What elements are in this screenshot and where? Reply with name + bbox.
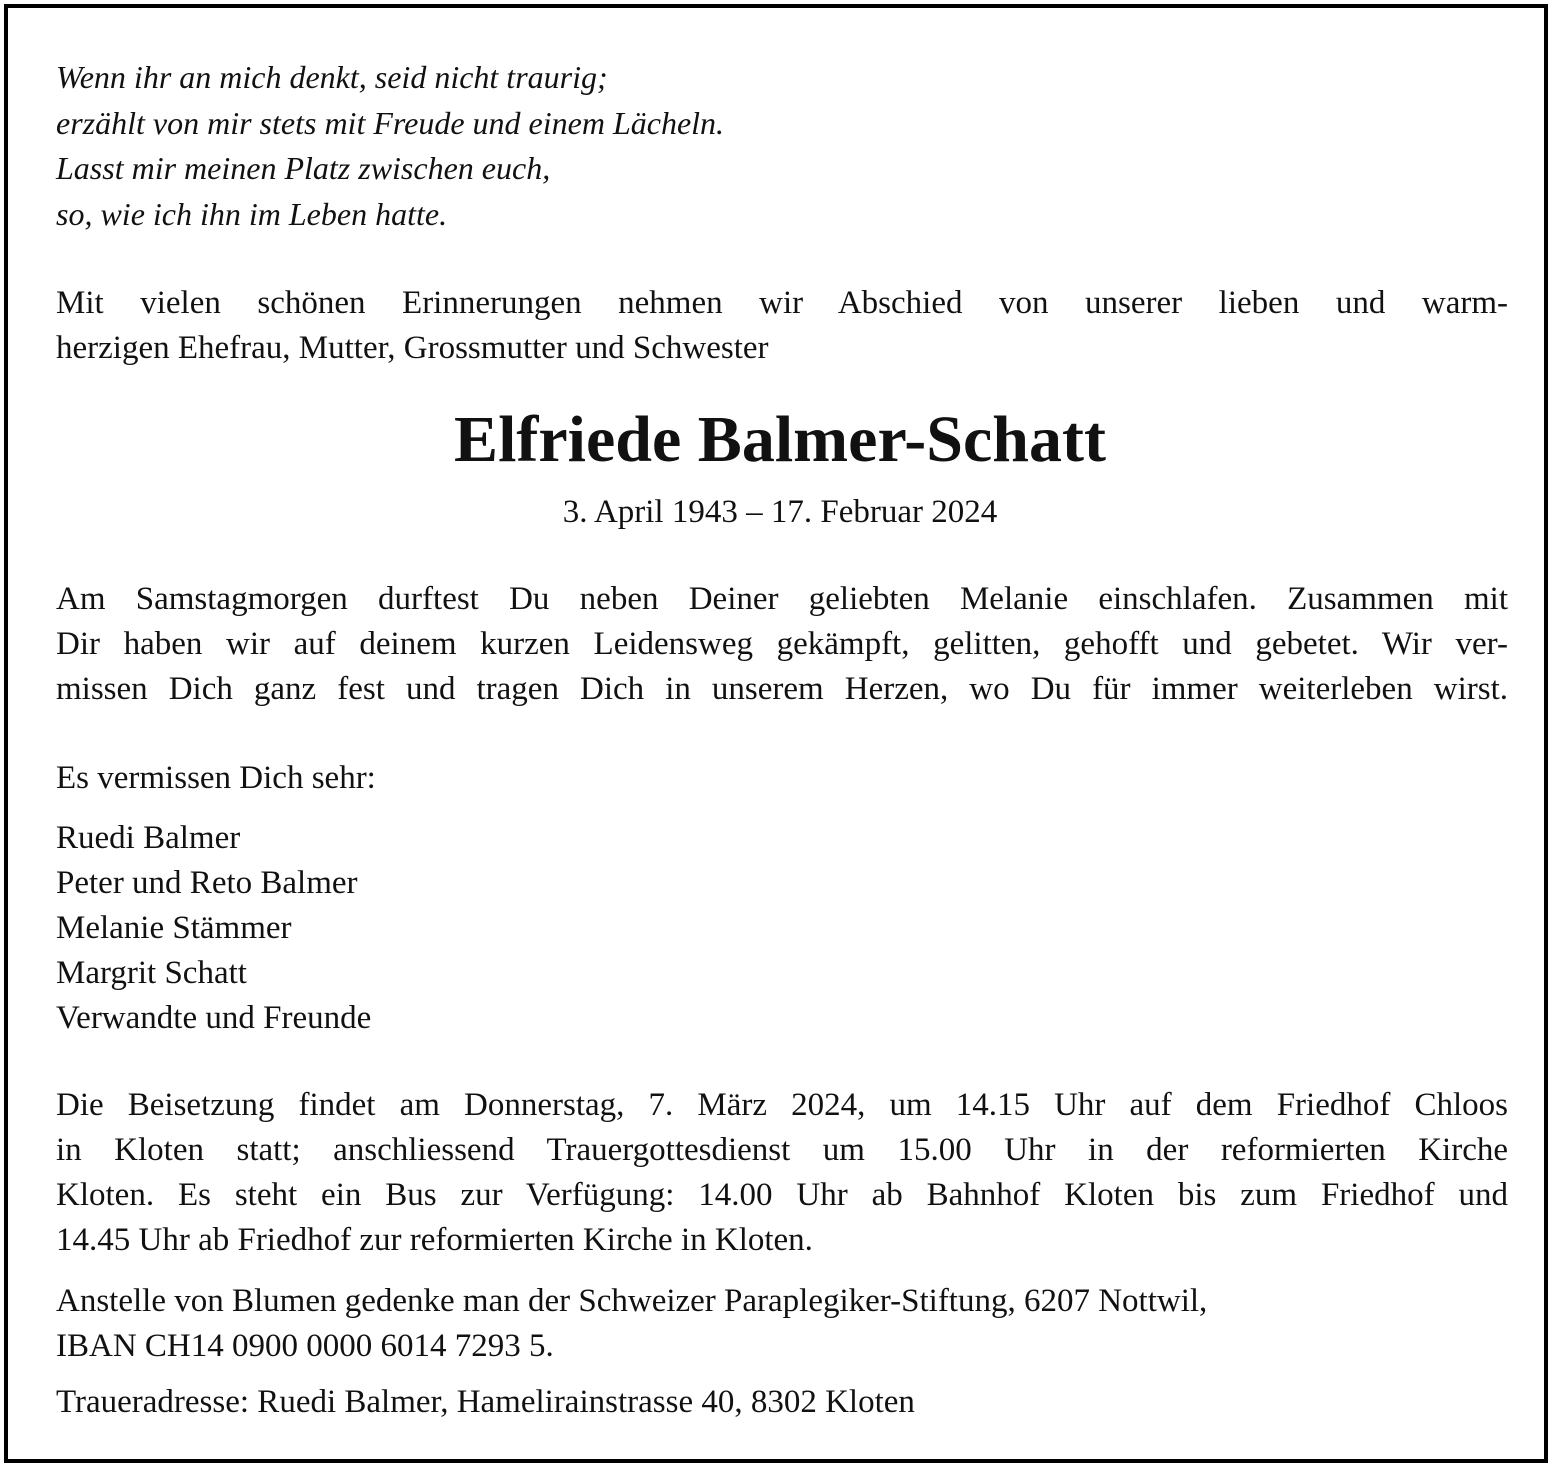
funeral-line: in Kloten statt; anschliessend Trauergottesdienst um 15.00 Uhr in der reformierten Kirche xyxy=(56,1132,1508,1168)
mourners-list xyxy=(56,816,371,1041)
mourner-name: Melanie Stämmer xyxy=(56,910,292,946)
message-line: Dir haben wir auf deinem kurzen Leidensweg gekämpft, gelitten, gehofft und gebetet. Wir ver- xyxy=(56,626,1508,662)
funeral-info xyxy=(56,1083,1508,1263)
life-dates: 3. April 1943 – 17. Februar 2024 xyxy=(562,494,998,530)
message-line: Am Samstagmorgen durftest Du neben Deiner geliebten Melanie einschlafen. Zusammen mit xyxy=(56,581,1508,617)
poem-line: Wenn ihr an mich denkt, seid nicht traurig; xyxy=(56,59,608,95)
mourning-address: Traueradresse: Ruedi Balmer, Hamelirainstrasse 40, 8302 Kloten xyxy=(56,1384,915,1420)
poem xyxy=(56,55,724,237)
mourner-name: Ruedi Balmer xyxy=(56,820,241,856)
funeral-line: Kloten. Es steht ein Bus zur Verfügung: 14.00 Uhr ab Bahnhof Kloten bis zum Friedhof und xyxy=(56,1177,1508,1213)
poem-line: erzählt von mir stets mit Freude und einem Lächeln. xyxy=(56,104,725,141)
intro-text xyxy=(56,281,1508,371)
mourners-heading: Es vermissen Dich sehr: xyxy=(56,760,376,796)
mourner-name: Margrit Schatt xyxy=(56,955,247,991)
obituary-frame xyxy=(4,4,1548,1463)
poem-line: Lasst mir meinen Platz zwischen euch, xyxy=(56,150,551,186)
intro-line: Mit vielen schönen Erinnerungen nehmen wir Abschied von unserer lieben und warm- xyxy=(56,285,1508,321)
deceased-name: Elfriede Balmer-Schatt xyxy=(454,403,1106,476)
donation-line: Anstelle von Blumen gedenke man der Schweizer Paraplegiker-Stiftung, 6207 Nottwil, xyxy=(56,1283,1208,1319)
poem-line: so, wie ich ihn im Leben hatte. xyxy=(56,195,448,232)
donation-line: IBAN CH14 0900 0000 6014 7293 5. xyxy=(56,1328,554,1364)
message-line: missen Dich ganz fest und tragen Dich in unserem Herzen, wo Du für immer weiterleben wirst. xyxy=(56,671,1508,707)
funeral-line: 14.45 Uhr ab Friedhof zur reformierten Kirche in Kloten. xyxy=(56,1222,813,1258)
donation-info xyxy=(56,1279,1207,1369)
funeral-line: Die Beisetzung findet am Donnerstag, 7. März 2024, um 14.15 Uhr auf dem Friedhof Chloos xyxy=(56,1087,1508,1123)
mourner-name: Peter und Reto Balmer xyxy=(56,865,358,901)
mourner-name: Verwandte und Freunde xyxy=(56,1000,372,1036)
message-text xyxy=(56,577,1508,712)
intro-line: herzigen Ehefrau, Mutter, Grossmutter und Schwester xyxy=(56,330,769,366)
